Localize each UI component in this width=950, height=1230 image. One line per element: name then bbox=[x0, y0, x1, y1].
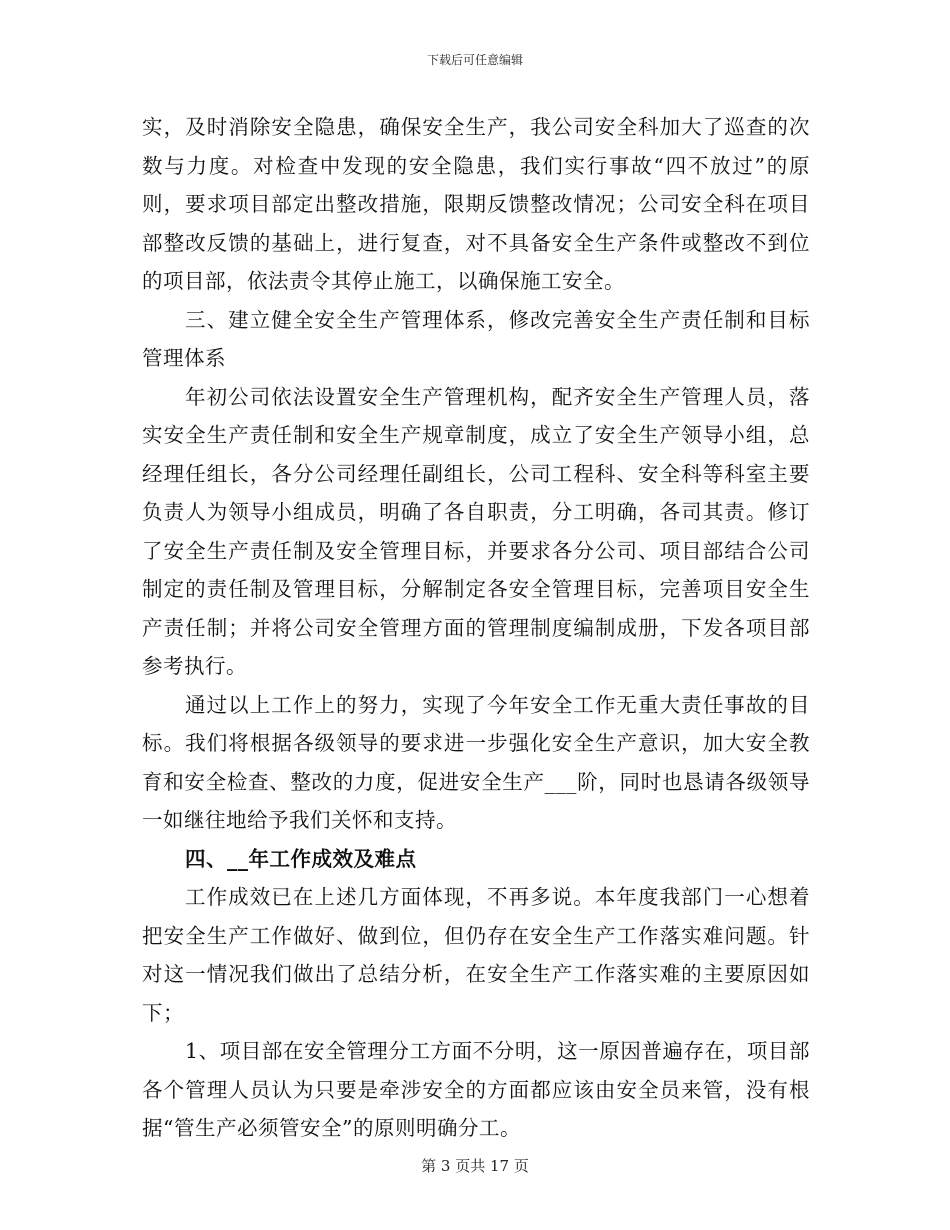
page-footer: 第 3 页共 17 页 bbox=[421, 1157, 529, 1175]
paragraph-achievements: 工作成效已在上述几方面体现，不再多说。本年度我部门一心想着把安全生产工作做好、做到位，但仍存在安全生产工作落实难问题。针对这一情况我们做出了总结分析，在安全生产工作落实难的主要原因如下； bbox=[142, 885, 810, 1025]
paragraph-difficulty-1: 1、项目部在安全管理分工方面不分明，这一原因普遍存在，项目部各个管理人员认为只要是牵涉安全的方面都应该由安全员来管，没有根据“管生产必须管安全”的原则明确分工。 bbox=[142, 1039, 810, 1140]
section-heading-4: 四、__年工作成效及难点 bbox=[185, 846, 417, 871]
section-heading-3: 三、建立健全安全生产管理体系，修改完善安全生产责任制和目标管理体系 bbox=[142, 307, 810, 370]
paragraph-conclusion: 通过以上工作上的努力，实现了今年安全工作无重大责任事故的目标。我们将根据各级领导的要求进一步强化安全生产意识，加大安全教育和安全检查、整改的力度，促进安全生产___阶，同时也恳请各级领导一如继往地给予我们关怀和支持。 bbox=[142, 692, 810, 832]
paragraph-continuation: 实，及时消除安全隐患，确保安全生产，我公司安全科加大了巡查的次数与力度。对检查中发现的安全隐患，我们实行事故“四不放过”的原则，要求项目部定出整改措施，限期反馈整改情况；公司安全科在项目部整改反馈的基础上，进行复查，对不具备安全生产条件或整改不到位的项目部，依法责令其停止施工，以确保施工安全。 bbox=[142, 115, 810, 293]
paragraph-safety-organization: 年初公司依法设置安全生产管理机构，配齐安全生产管理人员，落实安全生产责任制和安全生产规章制度，成立了安全生产领导小组，总经理任组长，各分公司经理任副组长，公司工程科、安全科等科室主要负责人为领导小组成员，明确了各自职责，分工明确，各司其责。修订了安全生产责任制及安全管理目标，并要求各分公司、项目部结合公司制定的责任制及管理目标，分解制定各安全管理目标，完善项目安全生产责任制；并将公司安全管理方面的管理制度编制成册，下发各项目部参考执行。 bbox=[142, 384, 810, 678]
document-body bbox=[142, 108, 810, 1148]
page-header: 下载后可任意编辑 bbox=[426, 53, 523, 67]
